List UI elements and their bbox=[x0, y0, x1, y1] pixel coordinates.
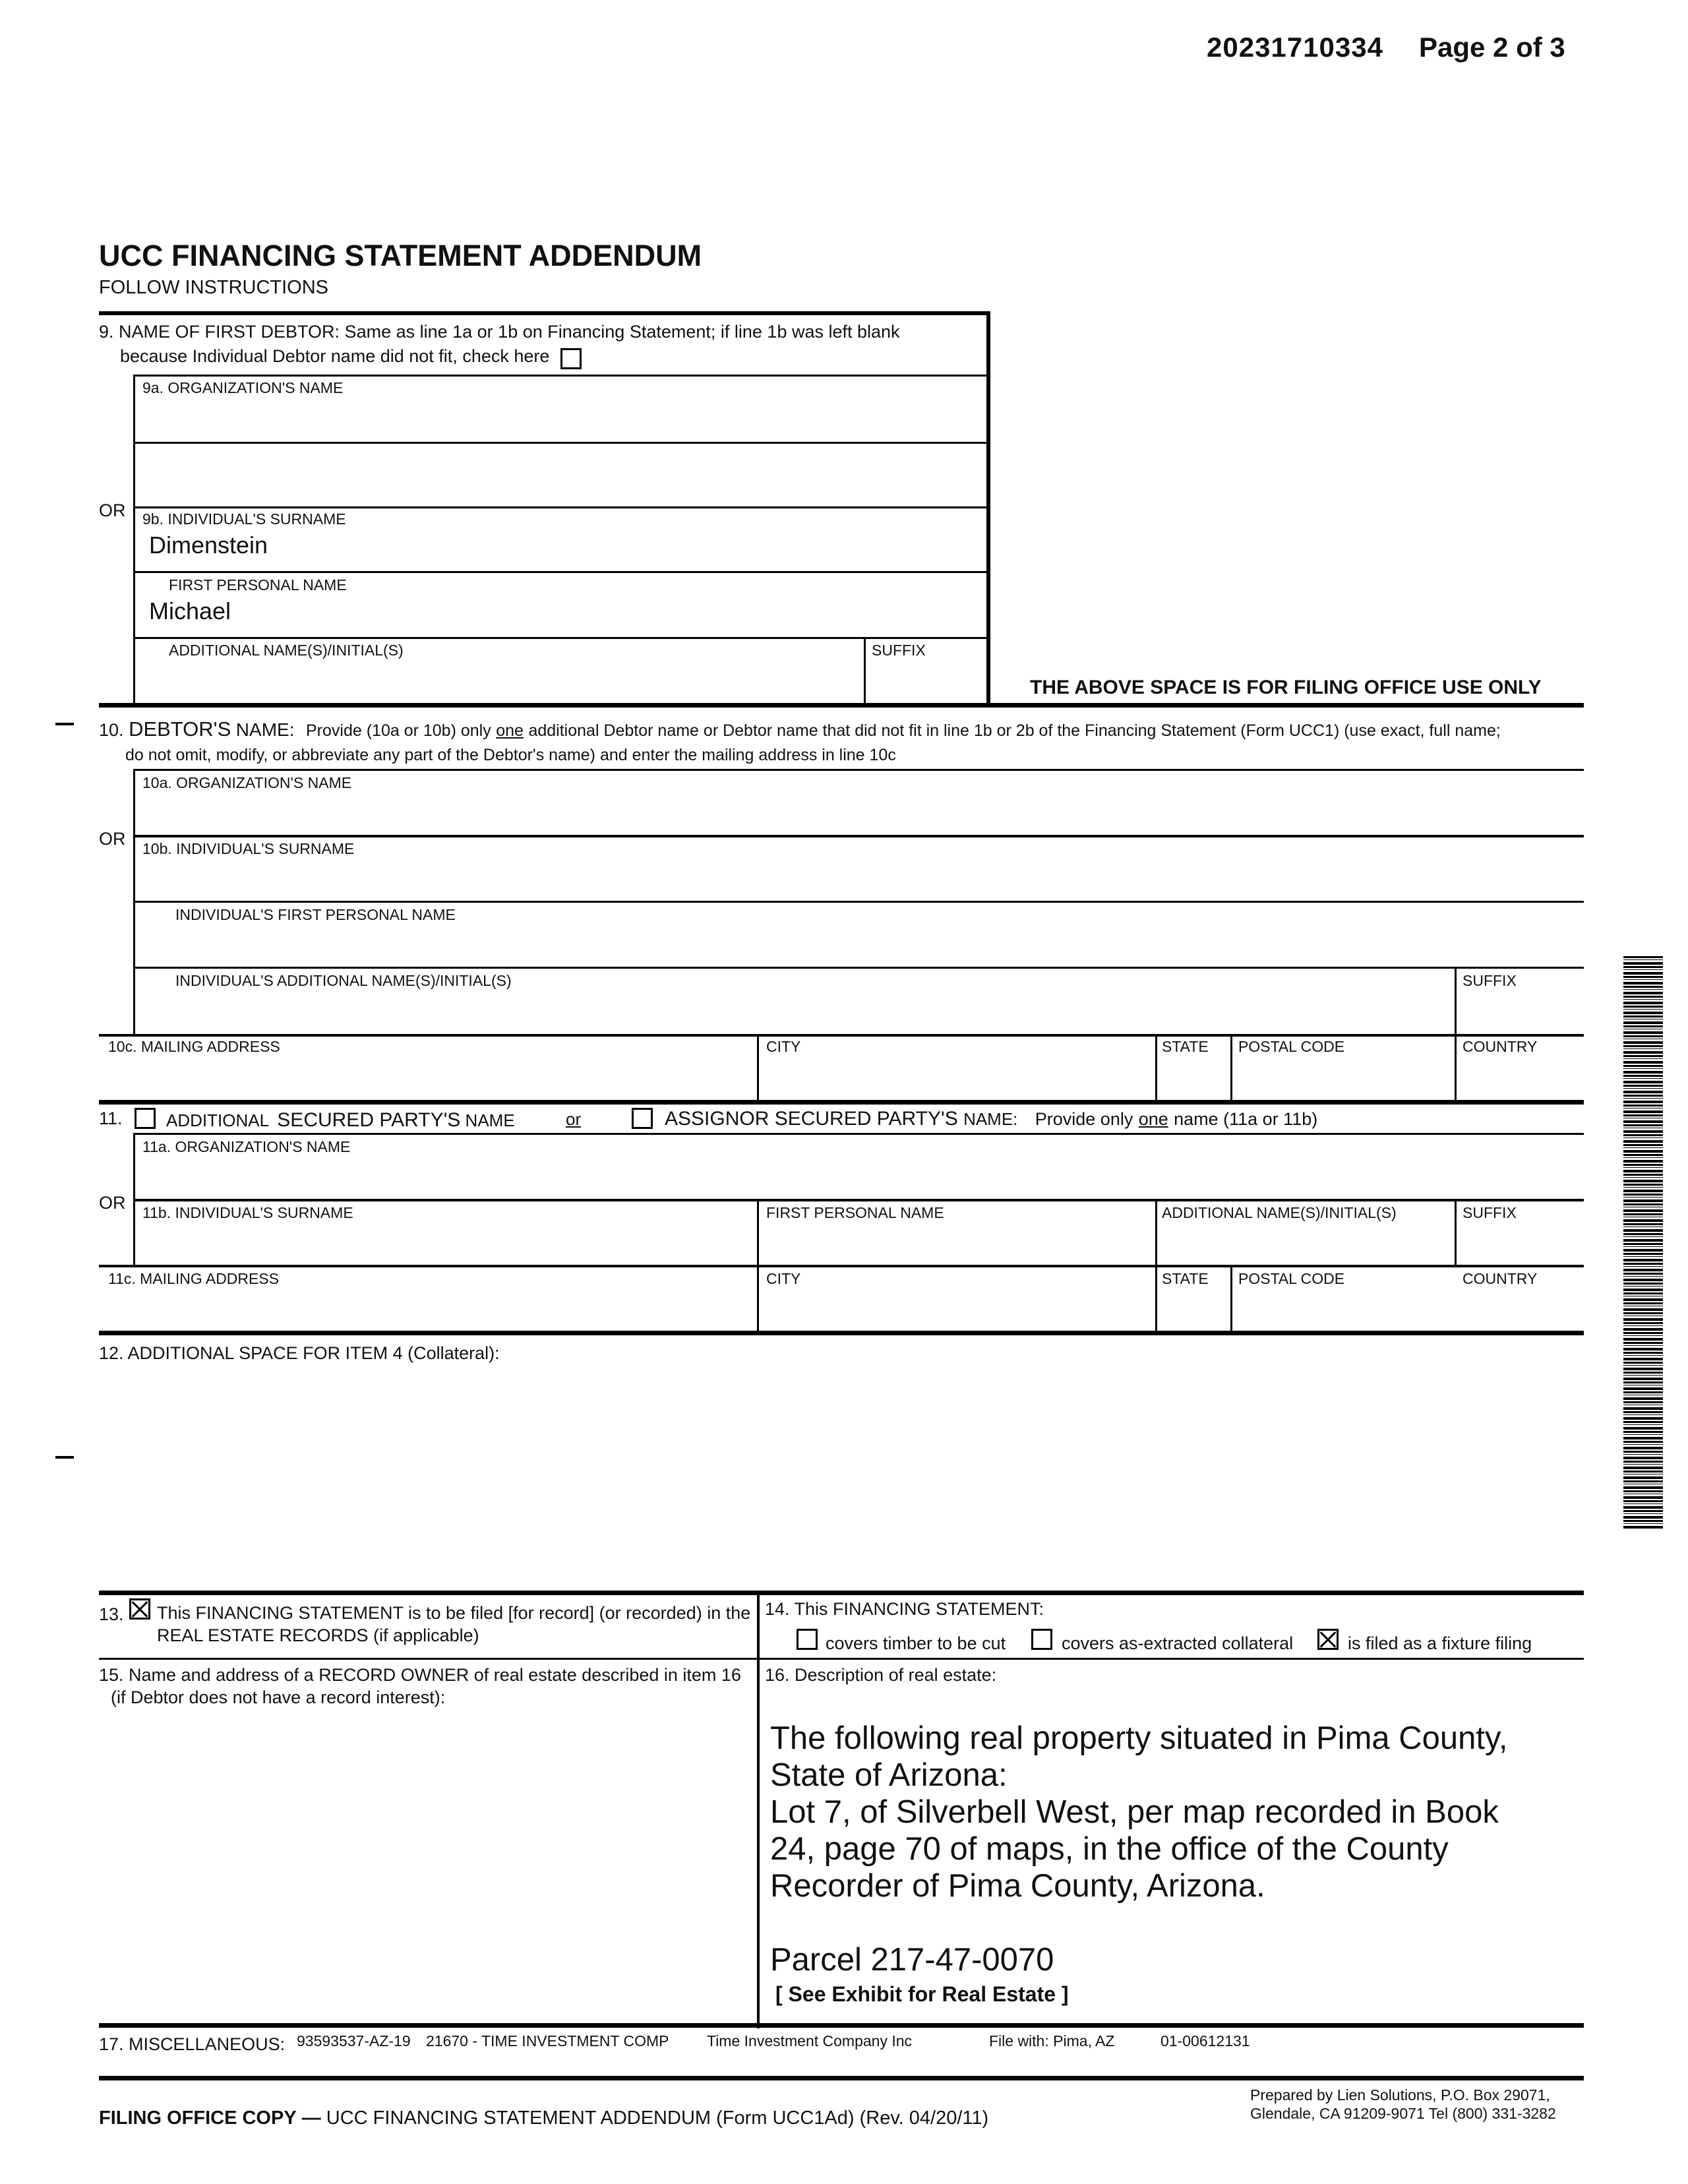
item9a-org-label: 9a. ORGANIZATION'S NAME bbox=[142, 379, 344, 396]
item11-postal-label: POSTAL CODE bbox=[1238, 1270, 1345, 1287]
fixture-filing-checkbox[interactable] bbox=[1317, 1629, 1339, 1650]
item15-record-owner-field[interactable] bbox=[99, 1714, 752, 2018]
item11-or-label: OR bbox=[99, 1193, 126, 1213]
item10-text-a: Provide (10a or 10b) only bbox=[306, 721, 491, 740]
item11b-surname-label: 11b. INDIVIDUAL'S SURNAME bbox=[142, 1204, 353, 1221]
item10-divider bbox=[133, 967, 1584, 969]
item10-heading bbox=[99, 717, 1501, 741]
barcode bbox=[1623, 956, 1663, 1530]
item11-top-rule bbox=[99, 1100, 1584, 1105]
item9-divider bbox=[133, 442, 988, 444]
item11c-mailing-label: 11c. MAILING ADDRESS bbox=[108, 1270, 280, 1287]
item11-additional-divider bbox=[1155, 1199, 1157, 1267]
item9-or-label: OR bbox=[99, 501, 126, 520]
item10-first-name-field[interactable] bbox=[138, 923, 1576, 963]
item10c-mailing-label: 10c. MAILING ADDRESS bbox=[108, 1038, 280, 1055]
item9-divider bbox=[133, 637, 988, 639]
item10-text-b: additional Debtor name or Debtor name that did not fit in line 1b or 2b of the Financing Statement (Form UCC1) (use exact, full name; bbox=[528, 721, 1501, 740]
item11-postal-divider bbox=[1230, 1265, 1232, 1333]
item9-additional-label: ADDITIONAL NAME(S)/INITIAL(S) bbox=[169, 642, 404, 659]
item11a-org-field[interactable] bbox=[138, 1155, 1576, 1194]
page-number: Page 2 of 3 bbox=[1419, 32, 1565, 63]
item9b-surname-value[interactable]: Dimenstein bbox=[149, 531, 268, 559]
item17-label: 17. MISCELLANEOUS: bbox=[99, 2034, 286, 2054]
item10-left-border bbox=[133, 769, 135, 1037]
item9b-surname-label: 9b. INDIVIDUAL'S SURNAME bbox=[142, 510, 346, 528]
file-number: 20231710334 bbox=[1207, 32, 1383, 63]
misc-file-with: File with: Pima, AZ bbox=[989, 2032, 1115, 2049]
items-13-16-center-divider bbox=[757, 1591, 760, 2028]
item11-provide: Provide only bbox=[1035, 1109, 1133, 1129]
additional-secured-party-checkbox[interactable] bbox=[135, 1108, 156, 1129]
item11-state-divider bbox=[1155, 1265, 1157, 1333]
item11-city-divider bbox=[757, 1265, 759, 1333]
misc-ref3: 01-00612131 bbox=[1160, 2032, 1250, 2049]
item10-postal-divider bbox=[1230, 1034, 1232, 1101]
item12-collateral-field[interactable] bbox=[99, 1372, 1582, 1583]
item10-divider bbox=[133, 901, 1584, 903]
item11-additional-option bbox=[166, 1109, 515, 1132]
item14-timber-label: covers timber to be cut bbox=[826, 1633, 1006, 1653]
real-estate-description: The following real property situated in Pima County, State of Arizona: Lot 7, of Silverbell West, per map recorded in Book 24, page 70 of maps, in the office of the County Recorder of Pima County, Arizona. Parcel 217-47-0070 bbox=[770, 1720, 1508, 1978]
item10-top-rule bbox=[99, 703, 1584, 708]
misc-ref1: 93593537-AZ-19 bbox=[297, 2032, 411, 2049]
item13-real-estate-records-checkbox[interactable] bbox=[129, 1598, 150, 1620]
prepared-by-line2: Glendale, CA 91209-9071 Tel (800) 331-3282 bbox=[1250, 2105, 1556, 2122]
form-subtitle: FOLLOW INSTRUCTIONS bbox=[99, 277, 329, 298]
item10b-surname-label: 10b. INDIVIDUAL'S SURNAME bbox=[142, 840, 355, 857]
misc-ref2: 21670 - TIME INVESTMENT COMP bbox=[426, 2032, 669, 2049]
item10-heading-big: DEBTOR'S bbox=[129, 717, 231, 741]
item11-additional-label: ADDITIONAL NAME(S)/INITIAL(S) bbox=[1162, 1204, 1397, 1221]
item10-divider bbox=[133, 769, 1584, 771]
item14-label: 14. This FINANCING STATEMENT: bbox=[765, 1599, 1044, 1619]
item11-provide-end: name (11a or 11b) bbox=[1174, 1109, 1318, 1129]
assignor-secured-party-checkbox[interactable] bbox=[632, 1108, 653, 1129]
item11-country-label: COUNTRY bbox=[1462, 1270, 1538, 1287]
item11-add-name: NAME bbox=[465, 1110, 515, 1130]
see-exhibit-note: [ See Exhibit for Real Estate ] bbox=[775, 1982, 1069, 2006]
item9-first-name-label: FIRST PERSONAL NAME bbox=[169, 576, 347, 593]
item10-country-label: COUNTRY bbox=[1462, 1038, 1538, 1055]
item11-divider bbox=[99, 1265, 1584, 1267]
item15-line1: 15. Name and address of a RECORD OWNER of real estate described in item 16 bbox=[99, 1665, 741, 1685]
item9-suffix-divider bbox=[864, 637, 866, 704]
item9-divider bbox=[133, 375, 988, 377]
item15-top-rule bbox=[99, 1658, 1584, 1660]
item10a-org-label: 10a. ORGANIZATION'S NAME bbox=[142, 774, 352, 791]
item10-postal-label: POSTAL CODE bbox=[1238, 1038, 1345, 1055]
item10-city-label: CITY bbox=[766, 1038, 801, 1055]
item9-left-border bbox=[133, 375, 135, 704]
item9a-org-field-continued[interactable] bbox=[138, 446, 982, 505]
item13-line2: REAL ESTATE RECORDS (if applicable) bbox=[157, 1625, 479, 1645]
item9-check-here-checkbox[interactable] bbox=[560, 348, 582, 369]
item10-text-line2: do not omit, modify, or abbreviate any part of the Debtor's name) and enter the mailing address in line 10c bbox=[125, 746, 896, 764]
item11-first-divider bbox=[757, 1199, 759, 1267]
item10a-org-field[interactable] bbox=[138, 791, 1576, 831]
item10-divider bbox=[99, 1034, 1584, 1037]
footer-form-id bbox=[99, 2108, 988, 2129]
item10-heading-small: NAME: bbox=[235, 719, 295, 740]
item11-suffix-label: SUFFIX bbox=[1462, 1204, 1517, 1221]
item14-extracted-label: covers as-extracted collateral bbox=[1062, 1633, 1294, 1653]
item11-or: or bbox=[566, 1109, 582, 1129]
item10b-surname-field[interactable] bbox=[138, 857, 1576, 897]
item16-label: 16. Description of real estate: bbox=[765, 1665, 997, 1685]
item14-fixture-label: is filed as a fixture filing bbox=[1348, 1633, 1532, 1653]
prepared-by-line1: Prepared by Lien Solutions, P.O. Box 29071, bbox=[1250, 2086, 1550, 2104]
item11-suffix-divider bbox=[1455, 1199, 1457, 1267]
item17-top-rule bbox=[99, 2023, 1584, 2028]
item10-first-name-label: INDIVIDUAL'S FIRST PERSONAL NAME bbox=[175, 906, 456, 923]
margin-tick bbox=[55, 723, 74, 725]
item9-label-line2: because Individual Debtor name did not fit, check here bbox=[120, 346, 550, 366]
as-extracted-checkbox[interactable] bbox=[1031, 1629, 1052, 1650]
item9-suffix-label: SUFFIX bbox=[872, 642, 926, 659]
timber-checkbox[interactable] bbox=[797, 1629, 818, 1650]
item11-assignor-option bbox=[665, 1108, 1317, 1130]
item10-additional-label: INDIVIDUAL'S ADDITIONAL NAME(S)/INITIAL(S) bbox=[175, 972, 512, 989]
item11-one: one bbox=[1138, 1109, 1168, 1129]
filing-office-note: THE ABOVE SPACE IS FOR FILING OFFICE USE ONLY bbox=[1030, 677, 1542, 698]
item11-state-label: STATE bbox=[1162, 1270, 1209, 1287]
item11-first-name-label: FIRST PERSONAL NAME bbox=[766, 1204, 944, 1221]
item11-add-small: ADDITIONAL bbox=[166, 1110, 269, 1130]
item9-divider bbox=[133, 571, 988, 573]
item11-divider bbox=[133, 1199, 1584, 1201]
item10-state-divider bbox=[1155, 1034, 1157, 1101]
item9a-org-field[interactable] bbox=[138, 399, 982, 439]
form-title: UCC FINANCING STATEMENT ADDENDUM bbox=[99, 239, 702, 272]
item9-top-rule bbox=[99, 311, 990, 315]
item13-top-rule bbox=[99, 1591, 1584, 1595]
margin-tick bbox=[55, 1456, 74, 1459]
item9-divider bbox=[133, 506, 988, 508]
item11-city-label: CITY bbox=[766, 1270, 801, 1287]
footer-rule bbox=[99, 2076, 1584, 2080]
filing-office-copy: FILING OFFICE COPY bbox=[99, 2108, 297, 2129]
item10-text-one: one bbox=[496, 721, 524, 740]
item10-divider bbox=[133, 835, 1584, 837]
item11-assignor-big: ASSIGNOR SECURED PARTY'S bbox=[665, 1108, 958, 1130]
item10-city-divider bbox=[757, 1034, 759, 1101]
item10-suffix-label: SUFFIX bbox=[1462, 972, 1517, 989]
item10-or-label: OR bbox=[99, 829, 126, 849]
item12-top-rule bbox=[99, 1331, 1584, 1335]
item13-num: 13. bbox=[99, 1604, 124, 1624]
item9-label: 9. NAME OF FIRST DEBTOR: Same as line 1a or 1b on Financing Statement; if line 1b was left blank bbox=[99, 322, 900, 342]
item13-line1: This FINANCING STATEMENT is to be filed [for record] (or recorded) in the bbox=[157, 1603, 751, 1623]
item10-state-label: STATE bbox=[1162, 1038, 1209, 1055]
footer-dash: — bbox=[301, 2108, 321, 2129]
item11a-org-label: 11a. ORGANIZATION'S NAME bbox=[142, 1138, 351, 1155]
misc-company: Time Investment Company Inc bbox=[707, 2032, 913, 2049]
footer-form-text: UCC FINANCING STATEMENT ADDENDUM (Form UCC1Ad) (Rev. 04/20/11) bbox=[326, 2108, 989, 2129]
item10-num: 10. bbox=[99, 720, 124, 740]
item11-num: 11. bbox=[99, 1108, 123, 1128]
item9-first-name-value[interactable]: Michael bbox=[149, 597, 231, 624]
item15-line2: (if Debtor does not have a record interest): bbox=[111, 1687, 446, 1707]
item11-assignor-name: NAME: bbox=[963, 1109, 1018, 1129]
item11-add-big: SECURED PARTY'S bbox=[277, 1109, 461, 1131]
item11-divider bbox=[133, 1133, 1584, 1135]
item12-label: 12. ADDITIONAL SPACE FOR ITEM 4 (Collateral): bbox=[99, 1343, 500, 1363]
